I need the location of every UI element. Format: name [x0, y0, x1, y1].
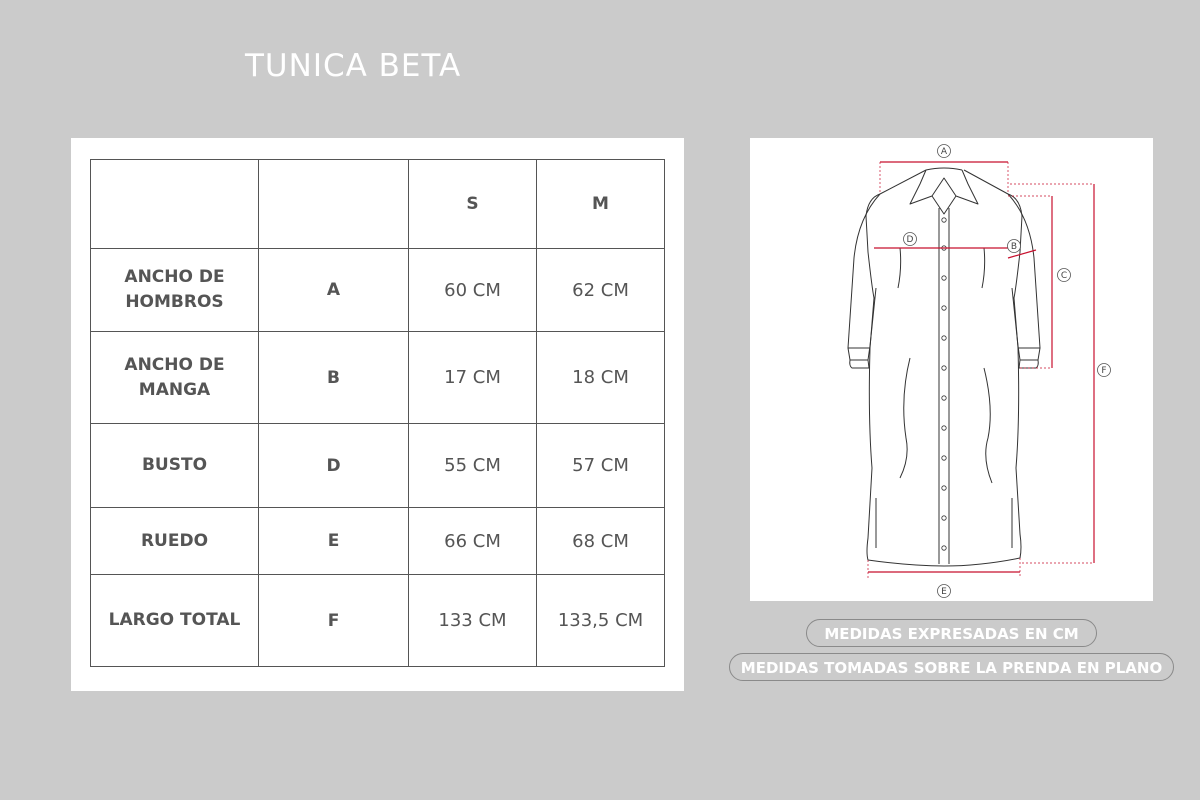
row-label: LARGO TOTAL: [91, 575, 259, 667]
header-cell-empty-2: [259, 160, 409, 249]
marker-a: A: [940, 147, 948, 157]
table-row: [91, 508, 665, 575]
measure-markers: [904, 145, 1111, 598]
marker-e: E: [941, 587, 947, 597]
row-value-s: 55 CM: [409, 424, 537, 508]
table-row: [91, 332, 665, 424]
measurement-guides: [868, 162, 1094, 578]
header-cell-empty-1: [91, 160, 259, 249]
row-value-m: 62 CM: [537, 249, 665, 332]
marker-c: C: [1060, 271, 1068, 281]
row-label: RUEDO: [91, 508, 259, 575]
row-letter: D: [259, 424, 409, 508]
garment-diagram-card: [750, 138, 1153, 601]
row-value-m: 57 CM: [537, 424, 665, 508]
units-note-badge: MEDIDAS EXPRESADAS EN CM: [806, 619, 1097, 647]
row-letter: E: [259, 508, 409, 575]
row-value-s: 66 CM: [409, 508, 537, 575]
row-letter: B: [259, 332, 409, 424]
row-value-m: 18 CM: [537, 332, 665, 424]
measurement-lines: [868, 162, 1094, 572]
table-row: [91, 575, 665, 667]
row-value-m: 68 CM: [537, 508, 665, 575]
size-table: [90, 159, 665, 667]
row-label: BUSTO: [91, 424, 259, 508]
row-value-s: 17 CM: [409, 332, 537, 424]
table-row: [91, 424, 665, 508]
marker-f: F: [1101, 366, 1107, 376]
marker-b: B: [1010, 242, 1018, 252]
shirt-dress-diagram: [750, 138, 1153, 601]
row-value-m: 133,5 CM: [537, 575, 665, 667]
table-row: [91, 249, 665, 332]
row-label: ANCHO DE HOMBROS: [91, 249, 259, 332]
page-title: TUNICA BETA: [245, 48, 462, 84]
row-label: ANCHO DE MANGA: [91, 332, 259, 424]
size-table-card: [71, 138, 684, 691]
table-header-row: [91, 160, 665, 249]
row-value-s: 60 CM: [409, 249, 537, 332]
header-cell-size-s: S: [409, 160, 537, 249]
header-cell-size-m: M: [537, 160, 665, 249]
row-letter: F: [259, 575, 409, 667]
row-letter: A: [259, 249, 409, 332]
marker-d: D: [906, 235, 914, 245]
buttons: [942, 218, 946, 550]
method-note-badge: MEDIDAS TOMADAS SOBRE LA PRENDA EN PLANO: [729, 653, 1174, 681]
row-value-s: 133 CM: [409, 575, 537, 667]
